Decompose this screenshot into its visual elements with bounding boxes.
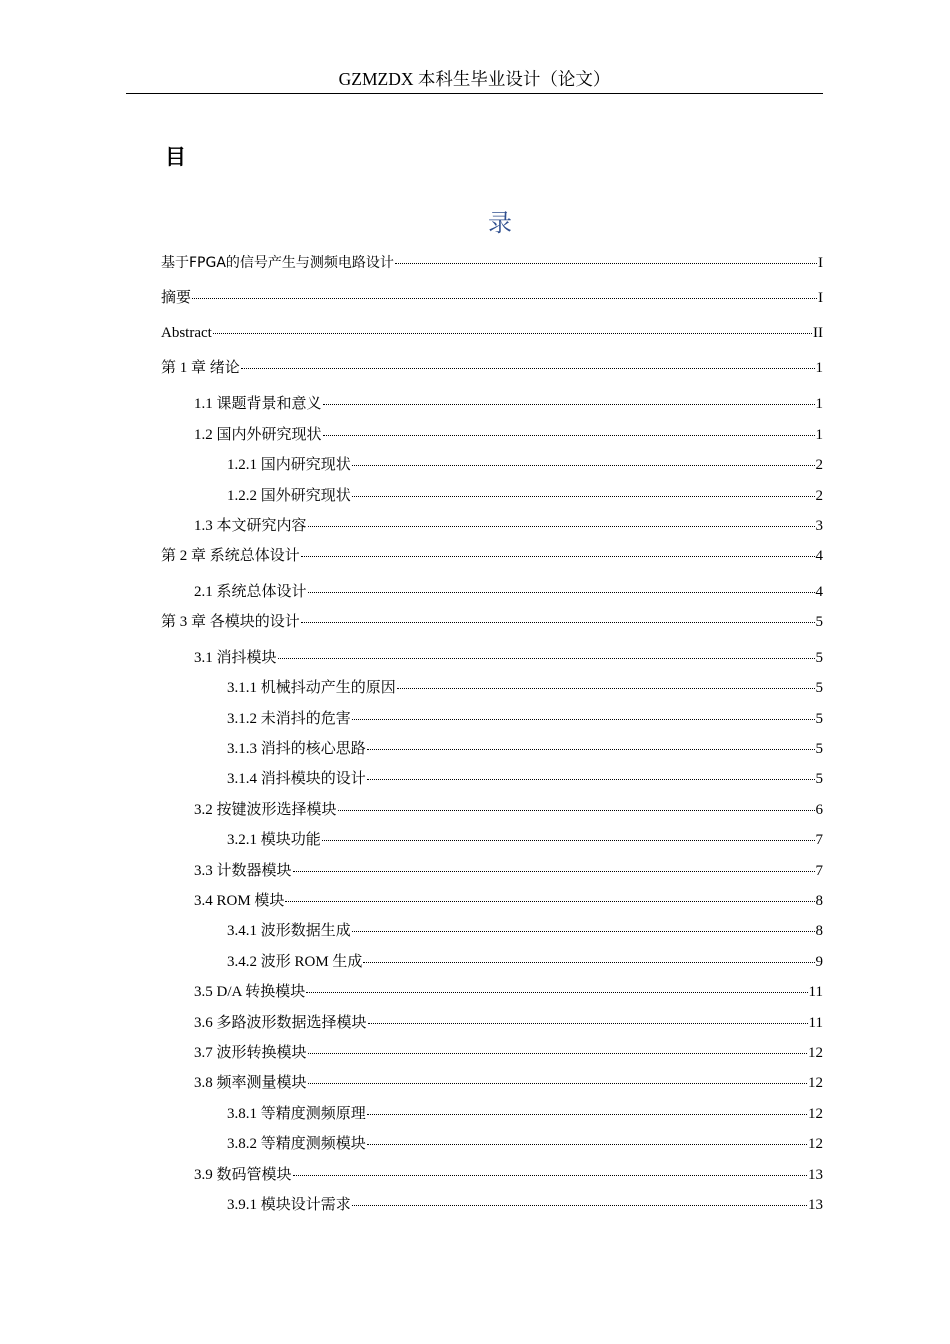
toc-entry-page: 5 [815, 650, 823, 666]
toc-entry-page: 1 [815, 360, 823, 376]
toc-entry[interactable] [194, 890, 823, 912]
toc-entry-leader [367, 749, 815, 750]
toc-entry-label: 3.8.2 等精度测频模块 [227, 1136, 366, 1152]
toc-entry-label: 3.7 波形转换模块 [194, 1045, 307, 1061]
toc-entry[interactable] [227, 920, 823, 942]
toc-entry-leader [367, 779, 815, 780]
toc-entry[interactable] [161, 611, 823, 633]
toc-entry[interactable] [227, 454, 823, 476]
header-title: GZMZDX 本科生毕业设计（论文） [338, 69, 611, 89]
toc-entry-label: 3.2.1 模块功能 [227, 832, 321, 848]
toc-entry-page: 13 [808, 1197, 823, 1213]
toc-entry[interactable] [194, 799, 823, 821]
toc-entry-leader [397, 688, 815, 689]
toc-entry-leader [352, 1205, 807, 1206]
toc-entry-leader [293, 871, 815, 872]
toc-entry-label: 3.1.1 机械抖动产生的原因 [227, 680, 396, 696]
toc-entry-label: 第 1 章 绪论 [161, 360, 240, 376]
toc-entry-page: 5 [815, 711, 823, 727]
toc-entry-leader [285, 901, 814, 902]
toc-entry[interactable] [194, 581, 823, 603]
toc-entry-page: 5 [815, 741, 823, 757]
toc-entry[interactable] [194, 981, 823, 1003]
toc-entry[interactable] [194, 647, 823, 669]
toc-entry-leader [395, 263, 817, 264]
toc-entry-label: 3.5 D/A 转换模块 [194, 984, 306, 1000]
toc-entry-page: 7 [815, 863, 823, 879]
toc-entry-label: 3.9.1 模块设计需求 [227, 1197, 351, 1213]
toc-entry-page: 5 [815, 680, 823, 696]
toc-entry-page: 13 [808, 1167, 823, 1183]
toc-entry-label: 摘要 [161, 290, 192, 306]
toc-entry[interactable] [227, 1194, 823, 1216]
toc-entry-leader [368, 1023, 808, 1024]
toc-entry-leader [322, 840, 815, 841]
toc-entry-leader [367, 1144, 807, 1145]
toc-entry-page: 12 [808, 1136, 823, 1152]
toc-entry-label: 3.1.4 消抖模块的设计 [227, 771, 366, 787]
toc-entry-page: 8 [815, 923, 823, 939]
toc-entry-leader [213, 333, 812, 334]
toc-entry-page: I [818, 255, 823, 271]
toc-entry-label: 1.3 本文研究内容 [194, 518, 307, 534]
toc-heading-char2: 录 [488, 209, 512, 237]
toc-entry-leader [293, 1175, 807, 1176]
toc-entry-label: 3.1.2 未消抖的危害 [227, 711, 351, 727]
toc-entry[interactable] [161, 252, 823, 274]
toc-entry-label: 3.4 ROM 模块 [194, 893, 285, 909]
toc-entry-label: 基于FPGA的信号产生与测频电路设计 [161, 255, 394, 271]
toc-entry-leader [352, 465, 815, 466]
toc-entry-leader [301, 556, 815, 557]
toc-entry-label: 3.2 按键波形选择模块 [194, 802, 337, 818]
toc-entry-leader [301, 622, 815, 623]
toc-entry-label: 3.1.3 消抖的核心思路 [227, 741, 366, 757]
toc-entry[interactable] [161, 545, 823, 567]
toc-heading-char1: 目 [165, 145, 186, 169]
toc-entry-label: 第 3 章 各模块的设计 [161, 614, 300, 630]
toc-entry-leader [352, 931, 815, 932]
toc-entry-page: 2 [815, 457, 823, 473]
toc-entry[interactable] [161, 287, 823, 309]
toc-entry-leader [306, 992, 807, 993]
toc-entry-label: 3.3 计数器模块 [194, 863, 292, 879]
toc-entry-page: 12 [808, 1106, 823, 1122]
toc-entry[interactable] [227, 708, 823, 730]
toc-entry-leader [367, 1114, 807, 1115]
toc-entry-leader [192, 298, 817, 299]
toc-entry-leader [308, 592, 815, 593]
toc-entry-leader [338, 810, 815, 811]
toc-entry-label: 3.9 数码管模块 [194, 1167, 292, 1183]
toc-entry[interactable] [194, 1012, 823, 1034]
toc-entry-page: 9 [815, 954, 823, 970]
toc-entry-leader [308, 1083, 807, 1084]
toc-entry-page: 11 [808, 1015, 823, 1031]
toc-entry-label: 2.1 系统总体设计 [194, 584, 307, 600]
toc-entry[interactable] [227, 951, 823, 973]
toc-entry-leader [352, 719, 815, 720]
toc-entry-page: 8 [815, 893, 823, 909]
toc-entry-leader [308, 1053, 807, 1054]
toc-entry-label: 3.6 多路波形数据选择模块 [194, 1015, 367, 1031]
toc-entry-page: 2 [815, 488, 823, 504]
toc-entry-page: 11 [808, 984, 823, 1000]
toc-entry-page: 7 [815, 832, 823, 848]
toc-entry[interactable] [227, 485, 823, 507]
toc-entry-page: 1 [815, 396, 823, 412]
toc-entry[interactable] [194, 1164, 823, 1186]
toc-entry[interactable] [227, 1103, 823, 1125]
toc-entry-label: 1.2.1 国内研究现状 [227, 457, 351, 473]
toc-entry-page: 4 [815, 584, 823, 600]
toc-entry-leader [323, 435, 815, 436]
toc-entry[interactable] [194, 860, 823, 882]
toc-entry-leader [278, 658, 815, 659]
toc-entry-leader [241, 368, 815, 369]
toc-entry[interactable] [227, 768, 823, 790]
toc-entry-label: 3.8 频率测量模块 [194, 1075, 307, 1091]
toc-entry-leader [308, 526, 815, 527]
toc-entry[interactable] [194, 1072, 823, 1094]
toc-entry-page: 1 [815, 427, 823, 443]
toc-entry-label: 3.4.2 波形 ROM 生成 [227, 954, 363, 970]
toc-entry[interactable] [161, 322, 823, 344]
toc-entry-label: 1.1 课题背景和意义 [194, 396, 322, 412]
toc-entry[interactable] [227, 1133, 823, 1155]
toc-entry[interactable] [194, 1042, 823, 1064]
toc-entry-page: 12 [808, 1075, 823, 1091]
toc-entry-label: 第 2 章 系统总体设计 [161, 548, 300, 564]
toc-entry[interactable] [161, 357, 823, 379]
toc-entry-page: 12 [808, 1045, 823, 1061]
toc-entry-label: Abstract [161, 325, 212, 341]
toc-entry-leader [352, 496, 815, 497]
toc-entry-label: 1.2.2 国外研究现状 [227, 488, 351, 504]
toc-entry[interactable] [227, 677, 823, 699]
toc-entry-page: II [813, 325, 823, 341]
toc-entry-label: 3.1 消抖模块 [194, 650, 277, 666]
toc-entry-label: 3.4.1 波形数据生成 [227, 923, 351, 939]
toc-entry-page: 3 [815, 518, 823, 534]
toc-entry-page: 5 [815, 771, 823, 787]
toc-entry[interactable] [227, 829, 823, 851]
toc-entry[interactable] [227, 738, 823, 760]
toc-entry-label: 3.8.1 等精度测频原理 [227, 1106, 366, 1122]
toc-entry-page: I [818, 290, 823, 306]
toc-entry-leader [363, 962, 814, 963]
toc-entry-page: 6 [815, 802, 823, 818]
toc-entry-page: 5 [815, 614, 823, 630]
toc-entry-label: 1.2 国内外研究现状 [194, 427, 322, 443]
toc-entry-page: 4 [815, 548, 823, 564]
toc-entry[interactable] [194, 515, 823, 537]
toc-entry-leader [323, 404, 815, 405]
toc-entry[interactable] [194, 393, 823, 415]
toc-entry[interactable] [194, 424, 823, 446]
page-header [126, 68, 823, 94]
